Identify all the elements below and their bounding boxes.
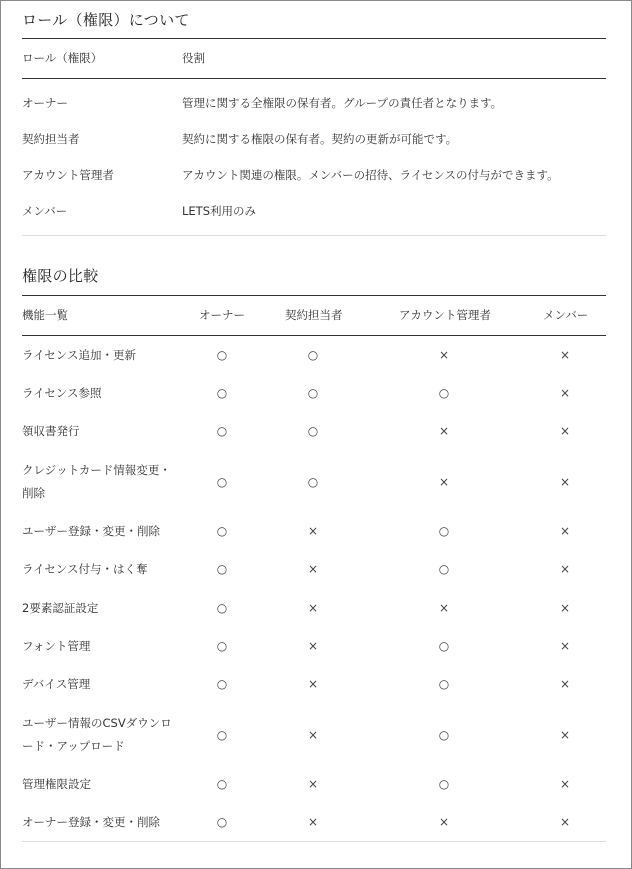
denied-mark-contract: × <box>307 677 319 691</box>
role-description: LETS利用のみ <box>182 204 256 218</box>
permission-row <box>22 596 606 621</box>
permission-feature: ユーザー登録・変更・削除 <box>22 524 160 538</box>
denied-mark-member: × <box>559 386 571 400</box>
permission-feature: 管理権限設定 <box>22 777 91 791</box>
roles-header-divider <box>22 78 606 79</box>
header-member: メンバー <box>543 308 589 322</box>
denied-mark-member: × <box>559 524 571 538</box>
allowed-mark-contract: ○ <box>307 386 319 400</box>
permission-row <box>22 712 606 758</box>
denied-mark-member: × <box>559 424 571 438</box>
denied-mark-member: × <box>559 348 571 362</box>
role-row-contract <box>22 121 606 157</box>
allowed-mark-owner: ○ <box>216 601 228 615</box>
allowed-mark-contract: ○ <box>307 424 319 438</box>
roles-header-duty: 役割 <box>182 51 205 65</box>
permission-row <box>22 381 606 406</box>
denied-mark-account: × <box>438 475 450 489</box>
denied-mark-member: × <box>559 728 571 742</box>
denied-mark-account: × <box>438 601 450 615</box>
permission-feature: 領収書発行 <box>22 424 80 438</box>
denied-mark-member: × <box>559 562 571 576</box>
permission-row <box>22 772 606 797</box>
permissions-section-title: 権限の比較 <box>22 267 99 285</box>
permission-row <box>22 672 606 697</box>
role-description: 管理に関する全権限の保有者。グループの責任者となります。 <box>182 96 503 110</box>
allowed-mark-owner: ○ <box>216 424 228 438</box>
denied-mark-account: × <box>438 424 450 438</box>
roles-section-title: ロール（権限）について <box>22 11 190 29</box>
denied-mark-contract: × <box>307 639 319 653</box>
allowed-mark-owner: ○ <box>216 386 228 400</box>
role-row-account <box>22 157 606 193</box>
denied-mark-contract: × <box>307 815 319 829</box>
allowed-mark-account: ○ <box>438 677 450 691</box>
permission-feature: ライセンス追加・更新 <box>22 348 136 362</box>
permission-row <box>22 557 606 582</box>
denied-mark-member: × <box>559 601 571 615</box>
denied-mark-contract: × <box>307 728 319 742</box>
permissions-table-end-divider <box>22 841 606 842</box>
permission-row <box>22 810 606 835</box>
denied-mark-member: × <box>559 815 571 829</box>
allowed-mark-owner: ○ <box>216 777 228 791</box>
denied-mark-member: × <box>559 677 571 691</box>
allowed-mark-owner: ○ <box>216 815 228 829</box>
role-row-member <box>22 193 606 229</box>
allowed-mark-account: ○ <box>438 728 450 742</box>
permission-feature: ライセンス参照 <box>22 386 102 400</box>
header-feature: 機能一覧 <box>22 308 68 322</box>
allowed-mark-owner: ○ <box>216 677 228 691</box>
denied-mark-account: × <box>438 815 450 829</box>
permissions-table-header <box>22 296 606 335</box>
allowed-mark-account: ○ <box>438 639 450 653</box>
denied-mark-account: × <box>438 348 450 362</box>
denied-mark-contract: × <box>307 524 319 538</box>
permission-feature: ライセンス付与・はく奪 <box>22 562 148 576</box>
role-row-owner <box>22 85 606 121</box>
permission-feature: デバイス管理 <box>22 677 91 691</box>
permission-row <box>22 419 606 444</box>
permission-row <box>22 634 606 659</box>
denied-mark-member: × <box>559 639 571 653</box>
permission-feature: 2要素認証設定 <box>22 601 99 615</box>
allowed-mark-account: ○ <box>438 386 450 400</box>
role-name: アカウント管理者 <box>22 168 114 182</box>
permission-feature: フォント管理 <box>22 639 91 653</box>
allowed-mark-account: ○ <box>438 562 450 576</box>
denied-mark-contract: × <box>307 777 319 791</box>
allowed-mark-owner: ○ <box>216 639 228 653</box>
permission-row <box>22 519 606 544</box>
allowed-mark-owner: ○ <box>216 475 228 489</box>
permissions-header-divider <box>22 335 606 336</box>
allowed-mark-owner: ○ <box>216 562 228 576</box>
header-contract: 契約担当者 <box>285 308 343 322</box>
denied-mark-contract: × <box>307 562 319 576</box>
roles-title-divider <box>22 38 606 39</box>
allowed-mark-owner: ○ <box>216 348 228 362</box>
header-owner: オーナー <box>199 308 245 322</box>
role-name: オーナー <box>22 96 68 110</box>
allowed-mark-account: ○ <box>438 777 450 791</box>
permission-feature: オーナー登録・変更・削除 <box>22 815 160 829</box>
permission-row <box>22 459 606 505</box>
role-description: アカウント関連の権限。メンバーの招待、ライセンスの付与ができます。 <box>182 168 559 182</box>
roles-header-role: ロール（権限） <box>22 51 103 65</box>
roles-table-end-divider <box>22 235 606 236</box>
allowed-mark-contract: ○ <box>307 348 319 362</box>
allowed-mark-owner: ○ <box>216 728 228 742</box>
denied-mark-member: × <box>559 475 571 489</box>
denied-mark-member: × <box>559 777 571 791</box>
role-description: 契約に関する権限の保有者。契約の更新が可能です。 <box>182 132 458 146</box>
permission-feature: ユーザー情報のCSVダウンロード・アップロード <box>22 716 172 753</box>
allowed-mark-account: ○ <box>438 524 450 538</box>
permission-feature: クレジットカード情報変更・削除 <box>22 463 171 500</box>
permission-row <box>22 343 606 368</box>
header-account: アカウント管理者 <box>399 308 491 322</box>
role-name: 契約担当者 <box>22 132 80 146</box>
allowed-mark-owner: ○ <box>216 524 228 538</box>
allowed-mark-contract: ○ <box>307 475 319 489</box>
denied-mark-contract: × <box>307 601 319 615</box>
role-name: メンバー <box>22 204 68 218</box>
